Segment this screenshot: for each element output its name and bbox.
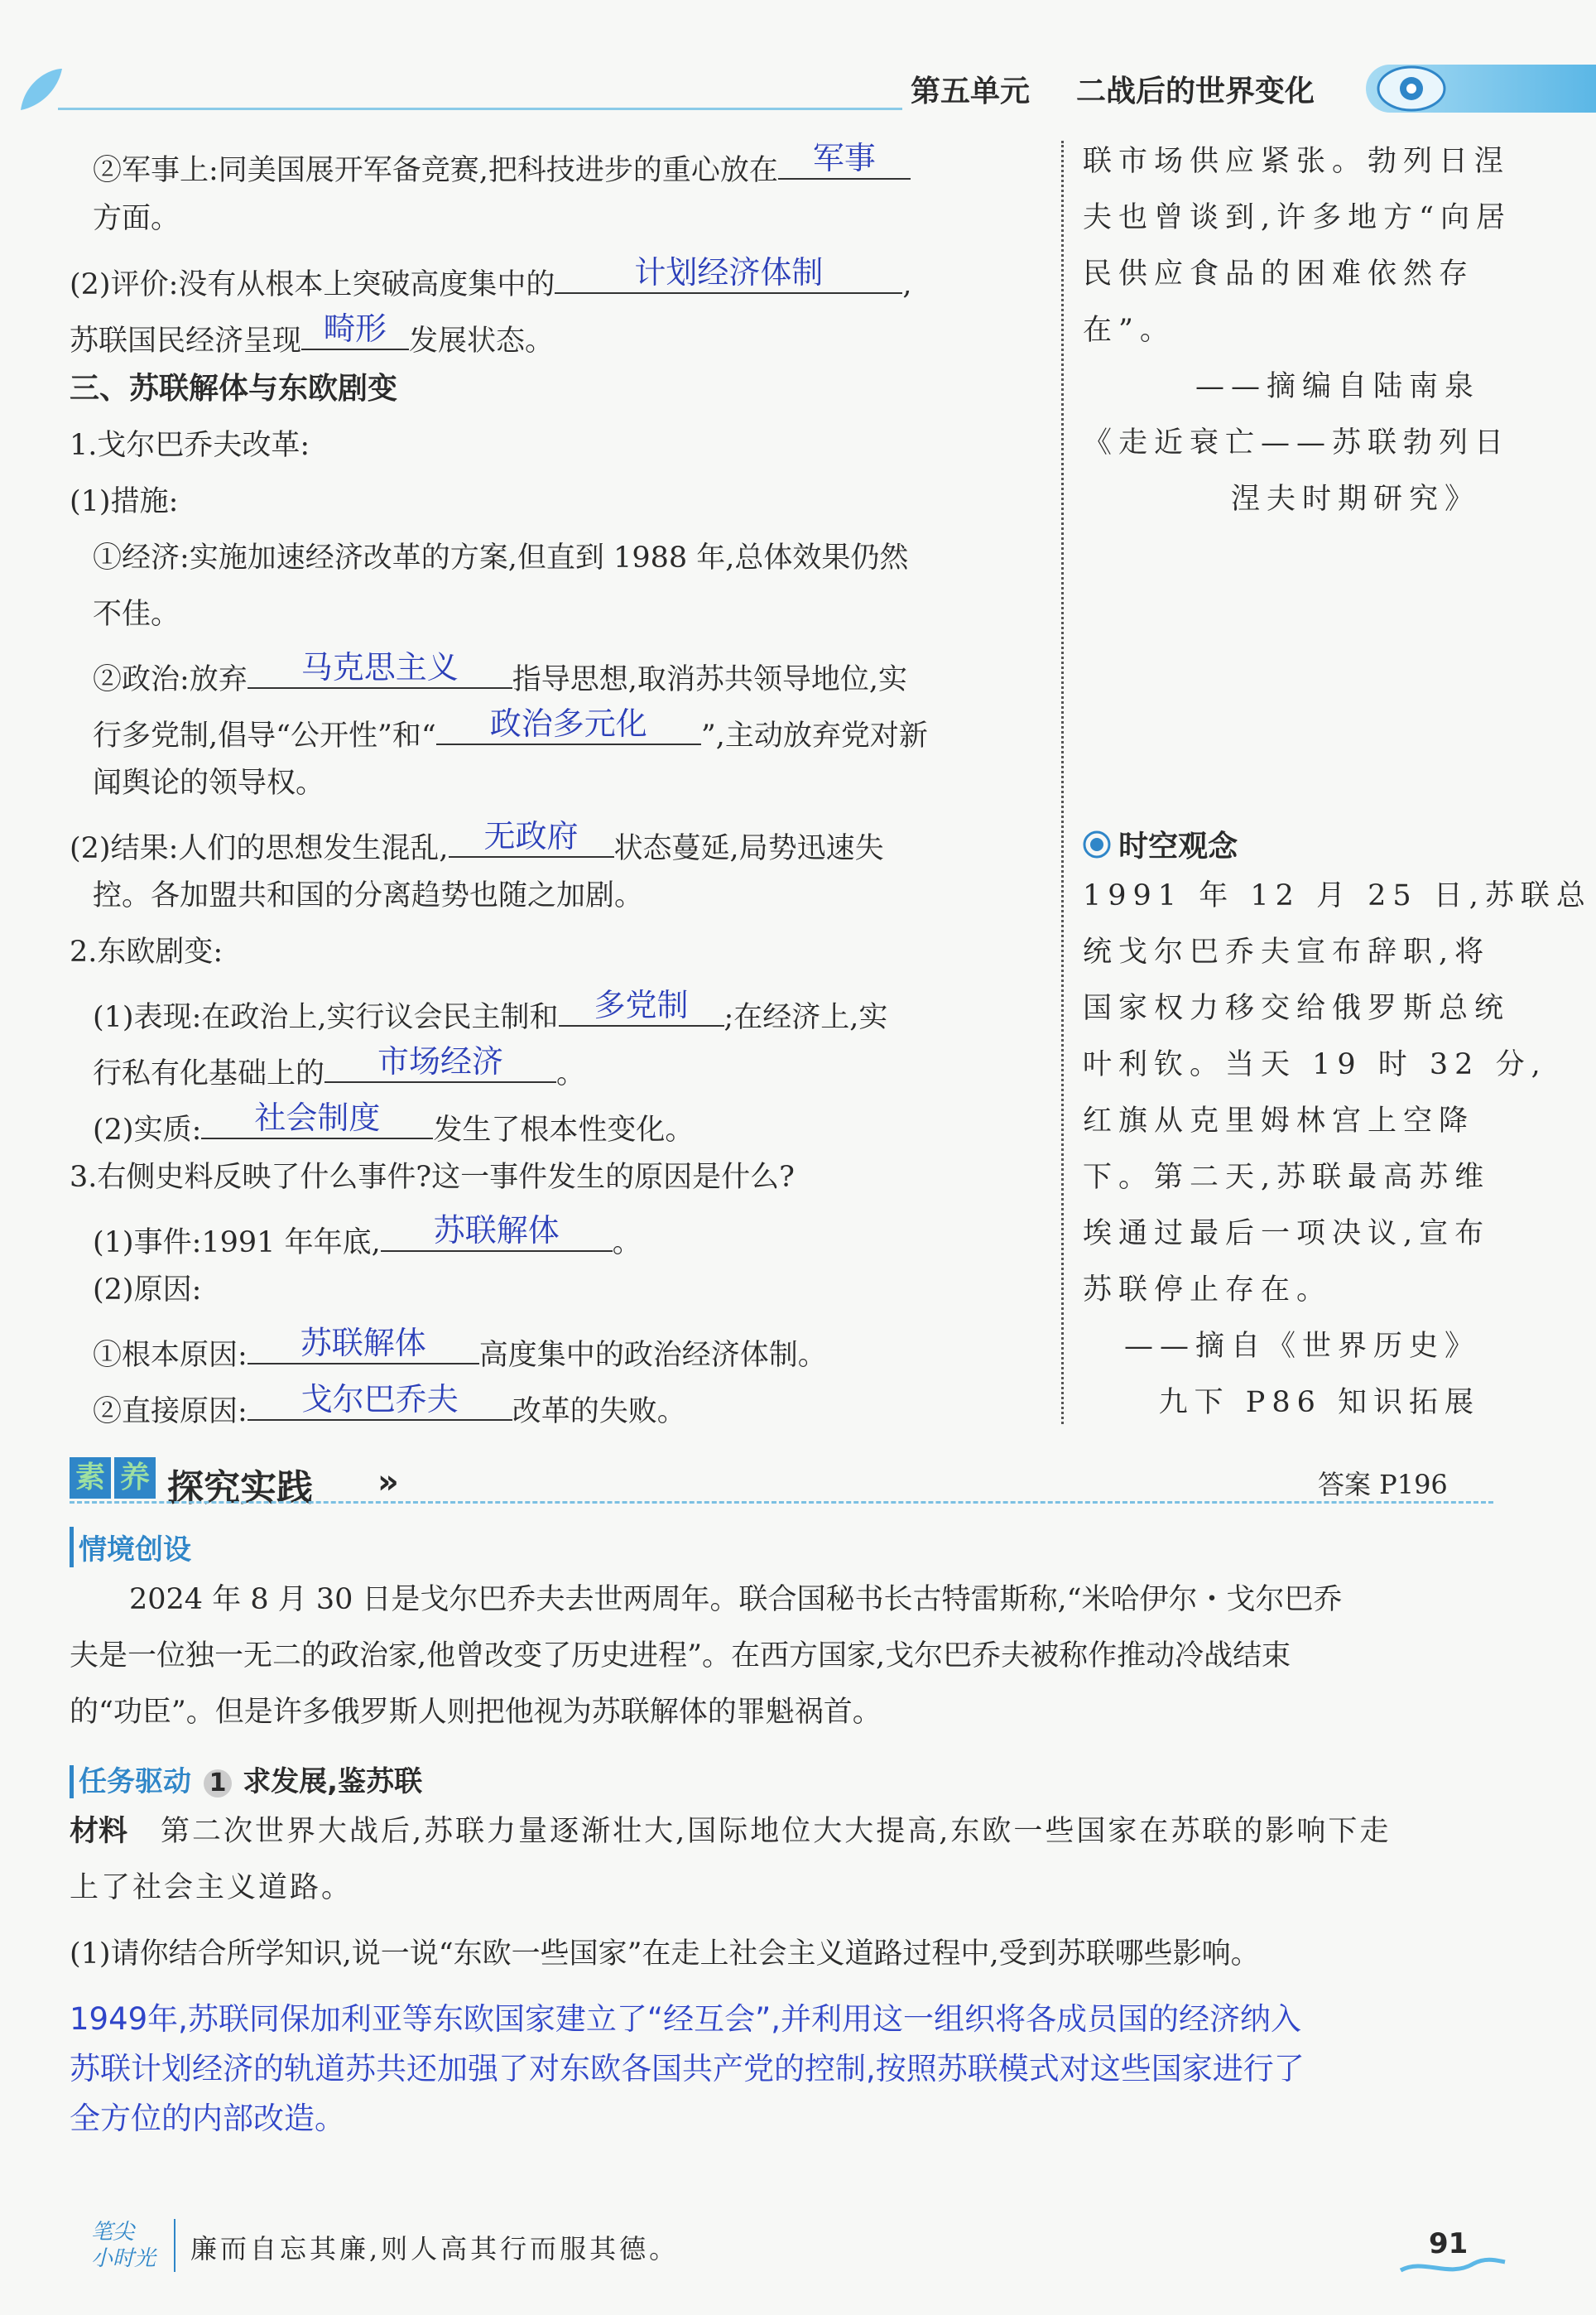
footer-motto: 廉而自忘其廉,则人高其行而服其德。 — [190, 2233, 680, 2264]
timespace-box-title: 时空观念 — [1083, 823, 1238, 865]
eval-line: (2)评价:没有从根本上突破高度集中的 计划经济体制 , — [70, 254, 912, 301]
show-line: (1)表现:在政治上,实行议会民主制和 多党制 ;在经济上,实 — [93, 987, 888, 1034]
practice-arrow: » — [377, 1463, 399, 1501]
military-line2: 方面。 — [93, 202, 180, 235]
econ-line: ①经济:实施加速经济改革的方案,但直到 1988 年,总体效果仍然 — [93, 541, 909, 575]
footer-brand: 笔尖 小时光 — [91, 2220, 156, 2271]
wave-icon — [1399, 2254, 1507, 2279]
task-heading: 任务驱动 1 求发展,鉴苏联 — [70, 1759, 422, 1799]
result-line: (2)结果:人们的思想发生混乱, 无政府 状态蔓延,局势迅速失 — [70, 818, 884, 865]
pol-line3: 闻舆论的领导权。 — [93, 767, 325, 800]
question-text: (1)请你结合所学知识,说一说“东欧一些国家”在走上社会主义道路过程中,受到苏联哪些影响。 — [70, 1937, 1260, 1971]
unit-label: 第五单元 — [911, 75, 1031, 108]
target-icon — [1083, 830, 1111, 859]
practice-title: 探究实践 — [167, 1467, 313, 1509]
eye-logo-icon — [1374, 61, 1449, 116]
side-source-1: ——摘编自陆南泉 《走近衰亡——苏联勃列日 涅夫时期研究》 — [1083, 370, 1511, 516]
military-line: ②军事上:同美国展开军备竞赛,把科技进步的重心放在 军事 — [93, 145, 911, 187]
answer-ref: 答案 P196 — [1318, 1469, 1448, 1500]
show-line2: 行私有化基础上的 市场经济 。 — [93, 1043, 586, 1090]
result-line2: 控。各加盟共和国的分离趋势也随之加剧。 — [93, 879, 644, 912]
econ-line2: 不佳。 — [93, 598, 180, 631]
answer-text: 1949年,苏联同保加利亚等东欧国家建立了“经互会”,并利用这一组织将各成员国的经济纳入 苏联计划经济的轨道苏共还加强了对东欧各国共产党的控制,按照苏联模式对这些国家进行了 全方位的内部改造。 — [70, 2001, 1305, 2136]
pol-line: ②政治:放弃 马克思主义 指导思想,取消苏共领导地位,实 — [93, 649, 908, 696]
east-europe: 2.东欧剧变: — [70, 936, 224, 969]
measures: (1)措施: — [70, 485, 179, 518]
pol-line2: 行多党制,倡导“公开性”和“ 政治多元化 ”,主动放弃党对新 — [93, 705, 928, 753]
situation-text: 2024 年 8 月 30 日是戈尔巴乔夫去世两周年。联合国秘书长古特雷斯称,“米哈伊尔・戈尔巴乔 夫是一位独一无二的政治家,他曾改变了历史进程”。在西方国家,戈尔巴乔夫被称作推动冷战结束 的“功臣”。但是许多俄罗斯人则把他视为苏联解体的罪魁祸首。 — [70, 1583, 1343, 1729]
situation-title: 情境创设 — [70, 1527, 191, 1567]
event-line: (1)事件:1991 年年底, 苏联解体 。 — [93, 1212, 642, 1259]
badge-2: 养 — [114, 1457, 156, 1499]
column-divider — [1061, 141, 1064, 1424]
side-text-2: 1991 年 12 月 25 日,苏联总 统戈尔巴乔夫宣布辞职,将 国家权力移交给俄罗斯总统 叶利钦。当天 19 时 32 分, 红旗从克里姆林宫上空降 下。第二天,苏联最高苏维 埃通过最后一项决议,宣布 苏联停止存在。 — [1083, 879, 1592, 1307]
footer — [0, 2202, 1596, 2302]
badge-1: 素 — [70, 1457, 111, 1499]
question3: 3.右侧史料反映了什么事件?这一事件发生的原因是什么? — [70, 1161, 795, 1194]
root-line: ①根本原因: 苏联解体 高度集中的政治经济体制。 — [93, 1325, 827, 1372]
leaf-icon — [17, 65, 66, 114]
section-heading: 三、苏联解体与东欧剧变 — [70, 372, 398, 406]
gorbachev-reform: 1.戈尔巴乔夫改革: — [70, 429, 310, 462]
material-text: 材料 第二次世界大战后,苏联力量逐渐壮大,国际地位大大提高,东欧一些国家在苏联的影响下走 上了社会主义道路。 — [70, 1815, 1392, 1904]
side-text-1: 联市场供应紧张。勃列日涅 夫也曾谈到,许多地方“向居 民供应食品的困难依然存 在”。 — [1083, 145, 1512, 347]
side-source-2: ——摘自《世界历史》 九下 P86 知识拓展 — [1123, 1330, 1480, 1419]
direct-line: ②直接原因: 戈尔巴乔夫 改革的失败。 — [93, 1381, 686, 1428]
page-number: 91 — [1429, 2227, 1469, 2260]
header-bar — [0, 58, 1596, 116]
unit-title: 二战后的世界变化 — [1076, 75, 1315, 108]
essence-line: (2)实质: 社会制度 发生了根本性变化。 — [93, 1100, 695, 1147]
reason: (2)原因: — [93, 1273, 202, 1307]
practice-banner — [70, 1453, 1526, 1509]
eval-line2: 苏联国民经济呈现 畸形 发展状态。 — [70, 310, 555, 358]
